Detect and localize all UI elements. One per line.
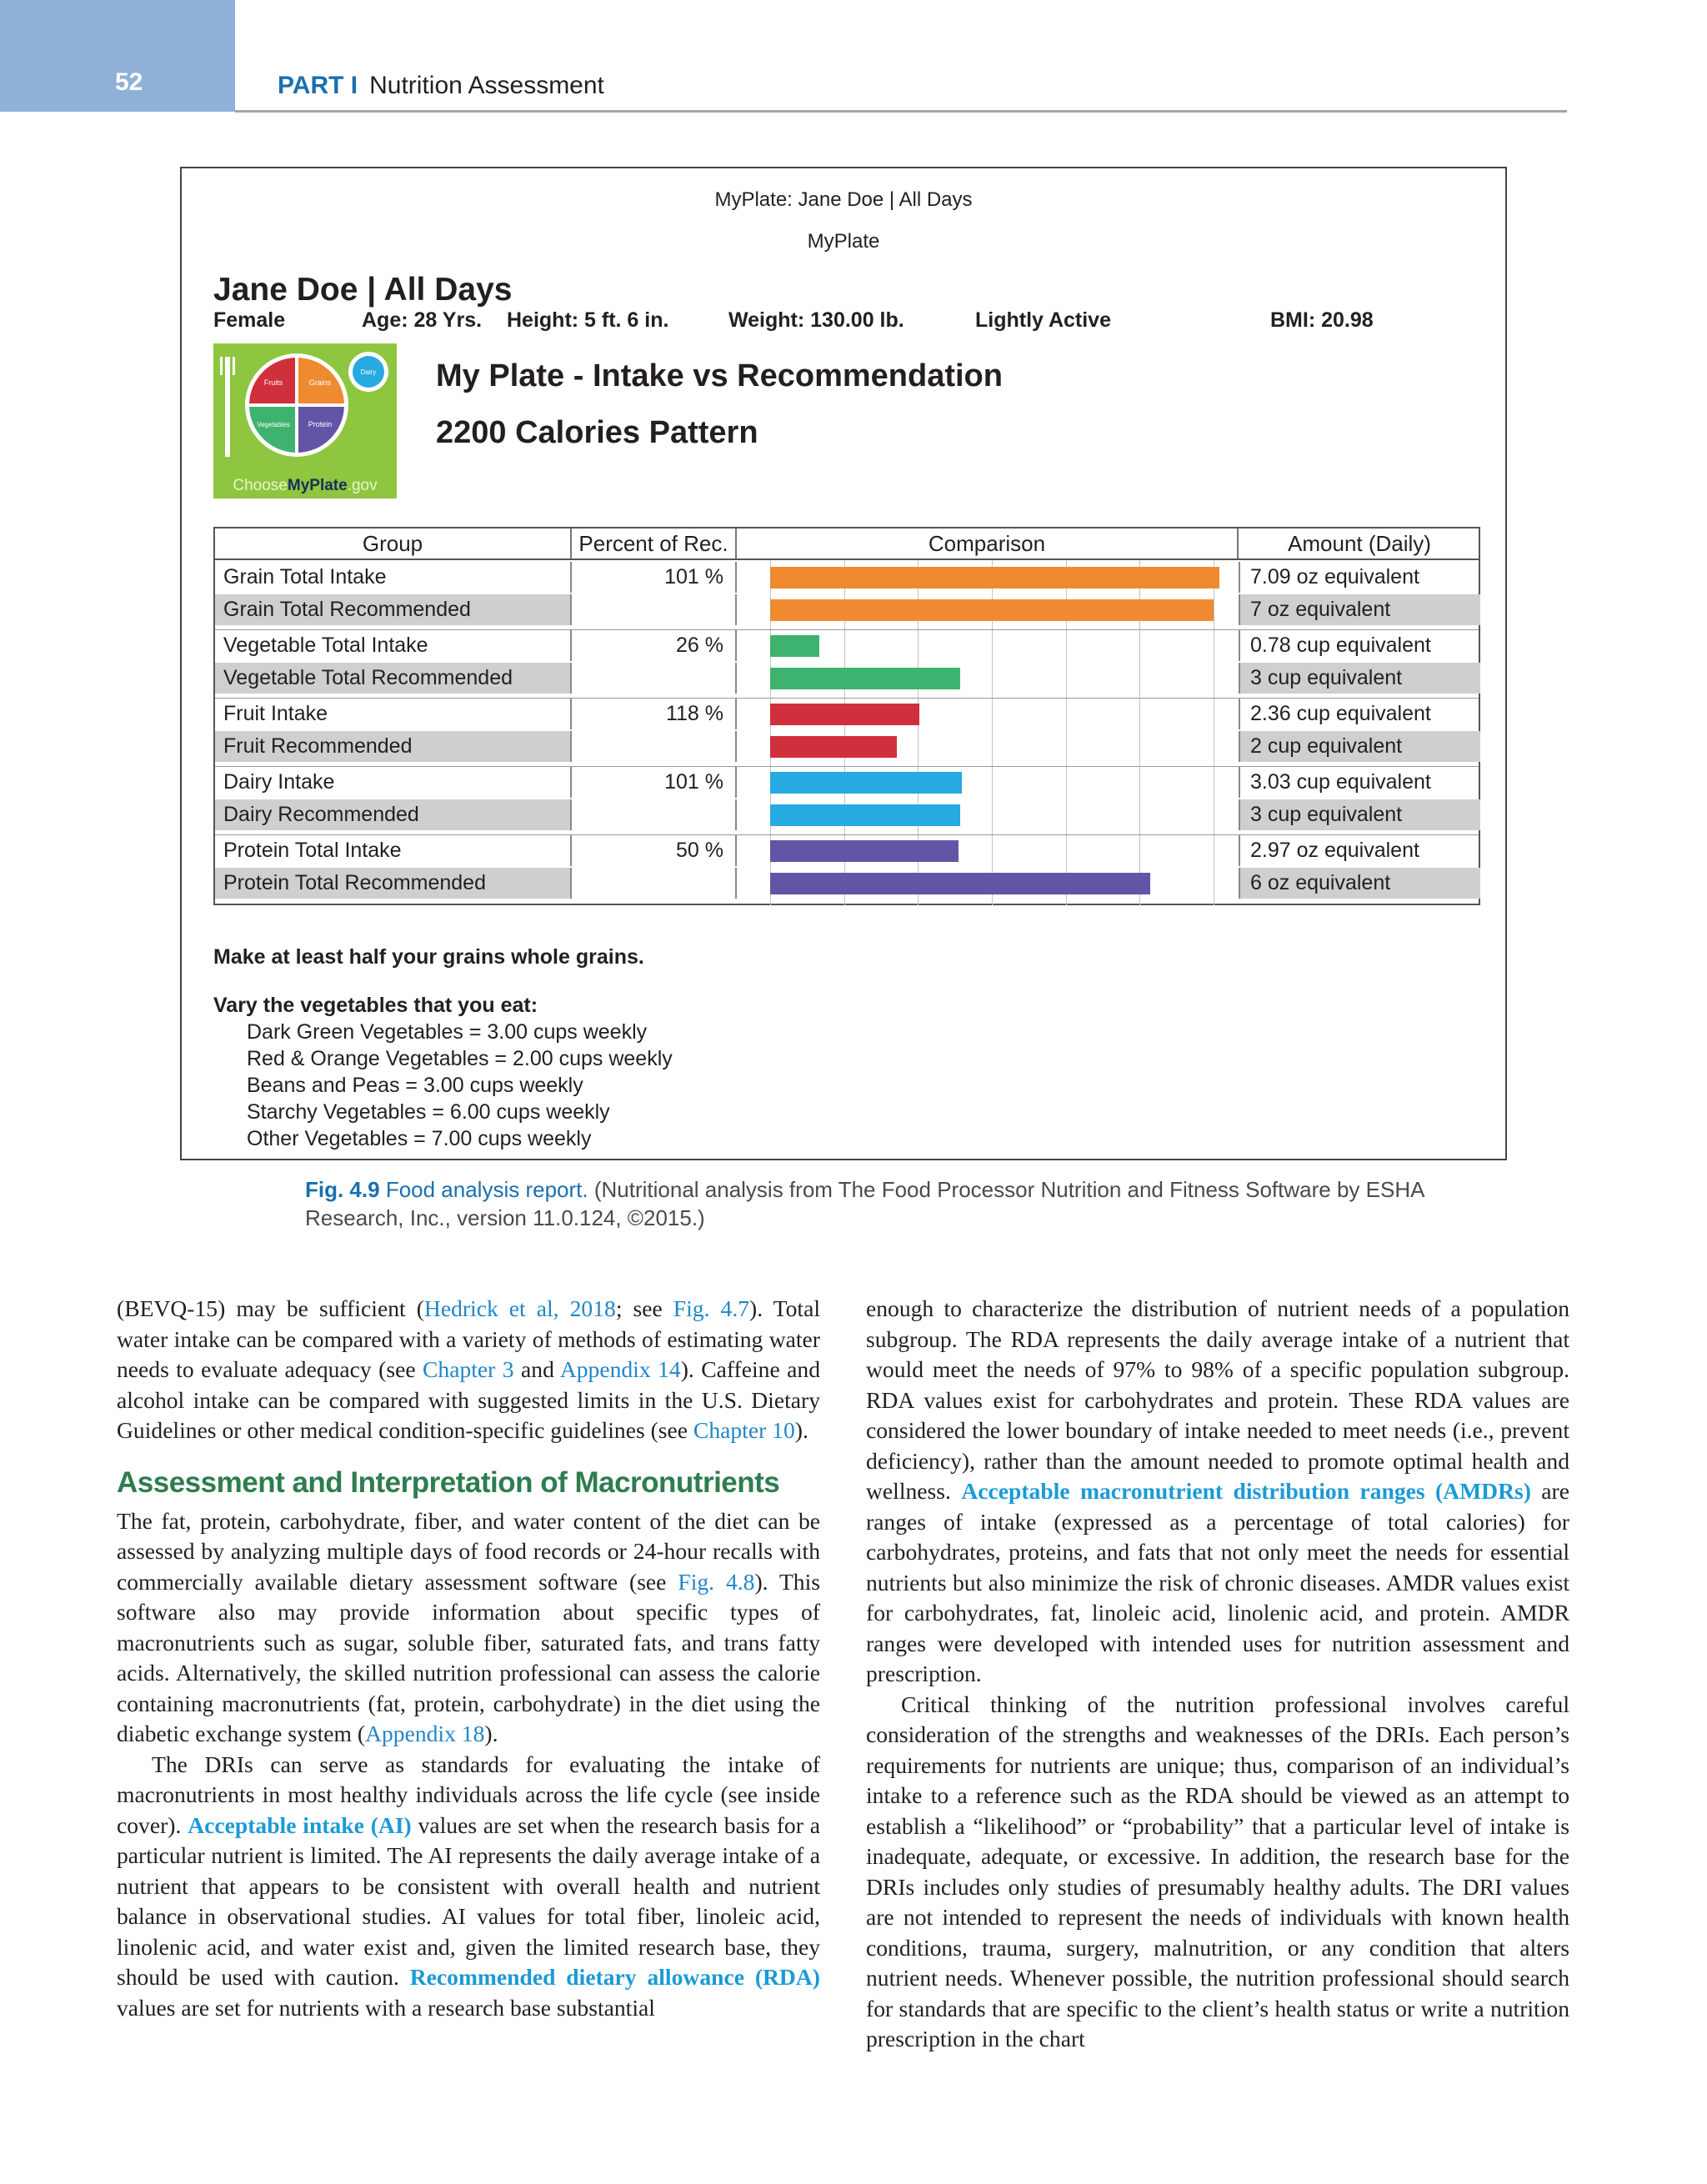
row-amount: 3 cup equivalent bbox=[1239, 799, 1480, 830]
header-rule bbox=[235, 110, 1567, 113]
row-group-label: Protein Total Intake bbox=[215, 835, 572, 866]
row-percent bbox=[572, 731, 737, 762]
section-heading: Assessment and Interpretation of Macronutrients bbox=[117, 1465, 780, 1499]
comparison-bar bbox=[770, 704, 919, 725]
comparison-bar bbox=[770, 599, 1214, 621]
veg-item: Starchy Vegetables = 6.00 cups weekly bbox=[247, 1100, 610, 1124]
row-percent bbox=[572, 663, 737, 694]
running-header bbox=[278, 72, 604, 100]
veg-item: Other Vegetables = 7.00 cups weekly bbox=[247, 1127, 592, 1150]
comparison-bar bbox=[770, 567, 1219, 589]
text-run: The fat, protein, carbohydrate, fiber, and water content of the diet can be assessed by analyzing multiple days of food records or 24-hour recalls with commercially available dietary assessment software (see bbox=[117, 1507, 820, 1595]
logo-label-fruits: Fruits bbox=[263, 378, 283, 387]
glossary-term[interactable]: Acceptable macronutrient distribution ranges (AMDRs) bbox=[961, 1478, 1531, 1504]
part-title: Nutrition Assessment bbox=[369, 72, 604, 99]
paragraph bbox=[117, 1750, 820, 2024]
comparison-bar bbox=[770, 668, 960, 689]
body-column-left bbox=[117, 1294, 820, 2023]
logo-label-grains: Grains bbox=[308, 378, 332, 387]
patient-name: Jane Doe | All Days bbox=[213, 272, 513, 308]
table-header-rule bbox=[215, 559, 1479, 560]
comparison-bar bbox=[770, 635, 819, 657]
row-amount: 7 oz equivalent bbox=[1239, 594, 1480, 625]
comparison-bar bbox=[770, 772, 962, 794]
row-group-label: Vegetable Total Recommended bbox=[215, 663, 572, 694]
row-group-label: Protein Total Recommended bbox=[215, 868, 572, 899]
logo-label-vegetables: Vegetables bbox=[257, 421, 290, 428]
row-percent bbox=[572, 868, 737, 899]
myplate-plate-icon bbox=[213, 343, 397, 498]
appendix-link[interactable]: Appendix 14 bbox=[559, 1356, 681, 1382]
veg-item: Dark Green Vegetables = 3.00 cups weekly bbox=[247, 1020, 648, 1044]
caption-text: (Nutritional analysis from The Food Processor Nutrition and Fitness Software by ESHA Research, Inc., version 11.0.124, ©2015.) bbox=[305, 1177, 1424, 1230]
vegetables-heading: Vary the vegetables that you eat: bbox=[213, 994, 538, 1017]
text-run: ). bbox=[484, 1721, 498, 1746]
row-group-label: Grain Total Intake bbox=[215, 562, 572, 593]
chapter-link[interactable]: Chapter 10 bbox=[693, 1417, 795, 1443]
logo-caption-prefix: Choose bbox=[233, 477, 288, 494]
text-run: ). Caffeine and alcohol intake can be compared with suggested limits in the U.S. Dietary Guidelines or other medical condition-specific guidelines (see bbox=[117, 1356, 820, 1443]
header-group: Group bbox=[215, 528, 572, 559]
header-amount: Amount (Daily) bbox=[1288, 531, 1431, 556]
patient-weight: Weight: 130.00 lb. bbox=[728, 308, 904, 332]
row-amount: 7.09 oz equivalent bbox=[1239, 562, 1480, 593]
row-group-label: Dairy Intake bbox=[215, 767, 572, 798]
comparison-bar bbox=[770, 736, 897, 758]
row-amount: 2.36 cup equivalent bbox=[1239, 699, 1480, 729]
row-percent bbox=[572, 594, 737, 625]
logo-caption-suffix: .gov bbox=[347, 477, 378, 494]
text-run: (BEVQ-15) may be sufficient ( bbox=[117, 1295, 424, 1321]
glossary-term[interactable]: Recommended dietary allowance (RDA) bbox=[409, 1964, 820, 1990]
paragraph bbox=[117, 1506, 820, 1750]
patient-height: Height: 5 ft. 6 in. bbox=[507, 308, 669, 332]
caption-label: Fig. 4.9 bbox=[305, 1177, 380, 1202]
logo-caption-brand: MyPlate bbox=[287, 477, 348, 494]
patient-age: Age: 28 Yrs. bbox=[362, 308, 483, 332]
row-percent: 101 % bbox=[572, 562, 737, 593]
paragraph: Critical thinking of the nutrition professional involves careful consideration of the strengths and weaknesses of the DRIs. Each person’s requirements for nutrients are unique; thus, comparison of an individual’s intake to a reference such as the RDA should be viewed as an attempt to establish a “likelihood” or “probability” that a particular level of intake is inadequate, adequate, or excessive. In addition, the research base for the DRIs includes only studies of presumably healthy adults. The DRI values are not intended to represent the needs of individuals with known health conditions, trauma, surgery, malnutrition, or any condition that alters nutrient needs. Whenever possible, the nutrition professional should search for standards that are specific to the client’s health status or write a nutrition prescription in the chart bbox=[866, 1691, 1569, 2051]
veg-item: Beans and Peas = 3.00 cups weekly bbox=[247, 1074, 583, 1097]
part-label: PART I bbox=[278, 72, 358, 99]
food-analysis-report bbox=[180, 167, 1507, 1160]
text-run: are ranges of intake (expressed as a percentage of total calories) for carbohydrates, proteins, and fats that not only meet the needs for essential nutrients but also minimize the risk of chronic diseases. AMDR values exist for carbohydrates, fat, linoleic acid, linolenic acid, and protein. AMDR ranges were developed with intended uses for nutrition assessment and prescription. bbox=[866, 1478, 1569, 1686]
row-percent bbox=[572, 799, 737, 830]
paragraph bbox=[866, 1294, 1569, 1690]
row-group-label: Fruit Intake bbox=[215, 699, 572, 729]
text-run: ). bbox=[794, 1417, 808, 1443]
text-run: values are set when the research basis for a particular nutrient is limited. The AI represents the daily average intake of a nutrient that appears to be consistent with overall health and nutrient balance in observational studies. AI values for total fiber, linoleic acid, linolenic acid, and water exist and, given the limited research base, they should be used with caution. bbox=[117, 1811, 820, 1990]
row-percent: 26 % bbox=[572, 630, 737, 661]
text-run: ). Total water intake can be compared with a variety of methods of estimating water needs to evaluate adequacy (see bbox=[117, 1295, 820, 1382]
figure-link[interactable]: Fig. 4.7 bbox=[673, 1295, 750, 1321]
paragraph bbox=[117, 1294, 820, 1446]
comparison-bar bbox=[770, 873, 1150, 894]
row-amount: 3.03 cup equivalent bbox=[1239, 767, 1480, 798]
chapter-link[interactable]: Chapter 3 bbox=[423, 1356, 514, 1382]
row-group-label: Dairy Recommended bbox=[215, 799, 572, 830]
row-amount: 6 oz equivalent bbox=[1239, 868, 1480, 899]
text-run: enough to characterize the distribution of nutrient needs of a population subgroup. The RDA represents the daily average intake of a nutrient that would meet the needs of 97% to 98% of a specific population subgroup. RDA values exist for carbohydrates and protein. These RDA values are considered the lower boundary of intake needed to meet needs (i.e., prevent deficiency), rather than the amount needed to promote optimal health and wellness. bbox=[866, 1295, 1569, 1504]
header-comparison: Comparison bbox=[737, 528, 1239, 559]
plate-subtitle: 2200 Calories Pattern bbox=[436, 415, 758, 450]
intake-table bbox=[213, 527, 1480, 905]
row-group-label: Grain Total Recommended bbox=[215, 594, 572, 625]
row-percent: 118 % bbox=[572, 699, 737, 729]
row-amount: 3 cup equivalent bbox=[1239, 663, 1480, 694]
row-amount: 0.78 cup equivalent bbox=[1239, 630, 1480, 661]
row-amount: 2 cup equivalent bbox=[1239, 731, 1480, 762]
comparison-bar bbox=[770, 840, 959, 862]
patient-bmi: BMI: 20.98 bbox=[1270, 308, 1374, 332]
report-title: MyPlate: Jane Doe | All Days bbox=[714, 188, 973, 211]
header-percent: Percent of Rec. bbox=[572, 528, 737, 559]
row-group-label: Fruit Recommended bbox=[215, 731, 572, 762]
text-run: The DRIs can serve as standards for evaluating the intake of macronutrients in most healthy individuals across the life cycle (see inside cover). bbox=[117, 1751, 820, 1838]
grains-note: Make at least half your grains whole grains. bbox=[213, 945, 644, 969]
caption-title: Food analysis report. bbox=[385, 1177, 588, 1202]
text-run: ). This software also may provide information about specific types of macronutrients such as sugar, soluble fiber, saturated fats, and trans fatty acids. Alternatively, the skilled nutrition professional can assess the calorie containing macronutrients (fat, protein, carbohydrate) in the diet using the diabetic exchange system ( bbox=[117, 1568, 820, 1746]
row-percent: 101 % bbox=[572, 767, 737, 798]
logo-label-protein: Protein bbox=[308, 420, 333, 428]
logo-label-dairy: Dairy bbox=[360, 368, 377, 376]
appendix-link[interactable]: Appendix 18 bbox=[365, 1721, 485, 1746]
page-number: 52 bbox=[115, 68, 143, 96]
plate-title: My Plate - Intake vs Recommendation bbox=[436, 358, 1003, 393]
row-percent: 50 % bbox=[572, 835, 737, 866]
figure-caption bbox=[305, 1175, 1472, 1232]
text-run: and bbox=[513, 1356, 560, 1382]
figure-link[interactable]: Fig. 4.8 bbox=[678, 1568, 755, 1595]
report-subtitle: MyPlate bbox=[807, 230, 880, 253]
veg-item: Red & Orange Vegetables = 2.00 cups weekly bbox=[247, 1047, 673, 1070]
text-run: ; see bbox=[615, 1295, 673, 1321]
logo-caption bbox=[213, 477, 397, 495]
patient-activity: Lightly Active bbox=[975, 308, 1111, 332]
row-amount: 2.97 oz equivalent bbox=[1239, 835, 1480, 866]
text-run: values are set for nutrients with a research base substantial bbox=[117, 1994, 655, 2021]
glossary-term[interactable]: Acceptable intake (AI) bbox=[188, 1811, 412, 1838]
body-column-right bbox=[866, 1294, 1569, 2055]
comparison-bar bbox=[770, 804, 960, 826]
patient-sex: Female bbox=[213, 308, 286, 332]
myplate-logo bbox=[213, 343, 397, 498]
citation-link[interactable]: Hedrick et al, 2018 bbox=[423, 1295, 616, 1321]
row-group-label: Vegetable Total Intake bbox=[215, 630, 572, 661]
